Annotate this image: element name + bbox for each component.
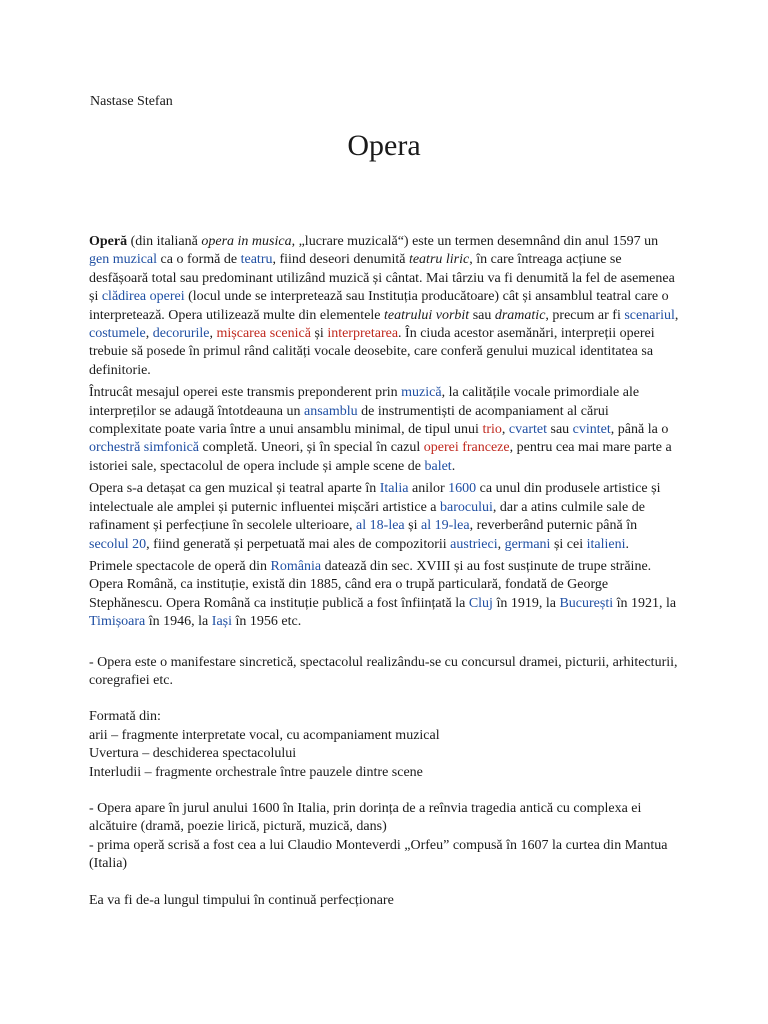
text: sau bbox=[547, 422, 573, 438]
note-perfectionare: Ea va fi de-a lungul timpului în continuă perfecționare bbox=[89, 892, 394, 908]
link-teatru[interactable]: teatru bbox=[240, 252, 273, 268]
text: , până la o bbox=[610, 422, 669, 438]
paragraph-definition bbox=[89, 233, 679, 380]
text: , reverberând puternic până în bbox=[469, 518, 638, 534]
link-costumele[interactable]: costumele bbox=[89, 326, 146, 342]
link-cvartet[interactable]: cvartet bbox=[508, 422, 547, 438]
text: , bbox=[209, 326, 217, 342]
text: , pentru cea mai mare parte a istoriei sale, spectacolul de opera include și ample scene de bbox=[89, 440, 672, 474]
link-balet[interactable]: balet bbox=[424, 458, 452, 474]
link-decorurile[interactable]: decorurile bbox=[152, 326, 210, 342]
text: ca o formă de bbox=[157, 252, 241, 268]
text: în 1956 etc. bbox=[232, 614, 302, 630]
text: în 1921, la bbox=[613, 595, 677, 611]
link-miscarea-scenica[interactable]: mișcarea scenică bbox=[216, 326, 311, 342]
note-formata-din: Formată din: bbox=[89, 709, 161, 725]
link-italia[interactable]: Italia bbox=[379, 481, 409, 497]
text: și cei bbox=[550, 536, 587, 552]
link-secolul-18[interactable]: al 18-lea bbox=[356, 518, 405, 534]
link-trio[interactable]: trio bbox=[482, 422, 502, 438]
link-cluj[interactable]: Cluj bbox=[468, 595, 493, 611]
link-muzica[interactable]: muzică bbox=[401, 385, 442, 401]
text: și bbox=[310, 326, 328, 342]
link-orchestra-simfonica[interactable]: orchestră simfonică bbox=[89, 440, 200, 456]
link-gen-muzical[interactable]: gen muzical bbox=[89, 252, 158, 268]
link-iasi[interactable]: Iași bbox=[211, 614, 232, 630]
text: , bbox=[501, 422, 509, 438]
text: , bbox=[674, 307, 679, 323]
blank-line bbox=[89, 690, 679, 708]
note-sincretica: - Opera este o manifestare sincretică, spectacolul realizându-se cu concursul dramei, picturii, arhitecturii, coregrafiei etc. bbox=[89, 654, 678, 688]
author-name: Nastase Stefan bbox=[90, 94, 173, 109]
text-italic: opera in musica bbox=[201, 234, 292, 249]
document-body bbox=[89, 233, 679, 910]
text-italic: teatrului vorbit bbox=[384, 307, 470, 323]
link-cvintet[interactable]: cvintet bbox=[572, 422, 611, 438]
text: , la calitățile vocale primordiale ale interpreților se adaugă întotdeauna un bbox=[89, 385, 640, 419]
text: datează din sec. XVIII și au fost susținute de trupe străine. Opera Română, ca instituție, există din 1885, când era o trupă particulară, fondată de George Stephănescu. Opera Română ca instituție publică a fost înființată la bbox=[89, 558, 652, 611]
text: în 1919, la bbox=[492, 595, 560, 611]
link-secolul-19[interactable]: al 19-lea bbox=[420, 518, 470, 534]
text: . bbox=[451, 458, 456, 474]
text: de instrumentiști de acompaniament al cărui complexitate poate varia între a unui ansamblu minimal, de tipul unui bbox=[89, 403, 609, 438]
text: și bbox=[404, 518, 421, 534]
link-bucuresti[interactable]: București bbox=[559, 595, 614, 611]
text: , fiind deseori denumită bbox=[272, 252, 409, 268]
page-title: Opera bbox=[347, 129, 421, 162]
link-interpretarea[interactable]: interpretarea bbox=[327, 326, 399, 342]
link-secolul-20[interactable]: secolul 20 bbox=[89, 536, 147, 552]
note-interludii: Interludii – fragmente orchestrale între pauzele dintre scene bbox=[89, 764, 423, 780]
text: , bbox=[497, 536, 505, 552]
text: , bbox=[145, 326, 153, 342]
link-scenariul[interactable]: scenariul bbox=[624, 307, 675, 323]
text: Opera s-a detașat ca gen muzical și teatral aparte în bbox=[89, 481, 380, 497]
text: Primele spectacole de operă din bbox=[89, 558, 271, 574]
text: . bbox=[625, 536, 629, 552]
link-operei-franceze[interactable]: operei franceze bbox=[423, 440, 510, 456]
link-germani[interactable]: germani bbox=[504, 536, 551, 552]
text: . În ciuda acestor asemănări, interpreții operei trebuie să posede în primul rând calități vocale deosebite, care conferă genului muzical identitatea sa definitorie. bbox=[89, 326, 655, 378]
note-uvertura: Uvertura – deschiderea spectacolului bbox=[89, 746, 297, 762]
link-barocului[interactable]: barocului bbox=[440, 499, 493, 515]
text-italic: dramatic bbox=[494, 307, 546, 323]
note-prima-opera: - prima operă scrisă a fost cea a lui Claudio Monteverdi „Orfeu” compusă în 1607 la curtea din Mantua (Italia) bbox=[89, 837, 668, 872]
text: Întrucât mesajul operei este transmis preponderent prin bbox=[89, 385, 402, 401]
blank-line bbox=[89, 782, 679, 800]
text: în 1946, la bbox=[145, 614, 212, 630]
text: , „lucrare muzicală“) este un termen desemnând din anul 1597 un bbox=[291, 234, 659, 249]
paragraph-history bbox=[89, 480, 679, 554]
text: (locul unde se interpretează sau Instituția producătoare) cât și ansamblul teatral care o interpretează. Opera utilizează multe din elementele bbox=[89, 289, 669, 323]
link-ansamblu[interactable]: ansamblu bbox=[303, 403, 358, 419]
note-arii: arii – fragmente interpretate vocal, cu acompaniament muzical bbox=[89, 727, 440, 743]
link-romania[interactable]: România bbox=[270, 558, 322, 574]
text: anilor bbox=[408, 481, 449, 497]
link-cladirea-operei[interactable]: clădirea operei bbox=[101, 289, 185, 305]
link-austrieci[interactable]: austrieci bbox=[450, 536, 498, 552]
paragraph-music bbox=[89, 384, 679, 476]
text: , dar a atins culmile sale de rafinament și perfecțiune în secolele ulterioare, bbox=[89, 499, 645, 534]
text: completă. Uneori, și în special în cazul bbox=[199, 440, 424, 456]
blank-line bbox=[89, 636, 679, 654]
paragraph-romania bbox=[89, 558, 679, 632]
text-italic: teatru liric bbox=[408, 252, 470, 268]
text: , în care întreaga acțiune se desfășoară total sau predominant utilizând muzică și cântat. Mai târziu va fi denumită la fel de asemenea și bbox=[89, 252, 675, 305]
text: (din italiană bbox=[127, 234, 202, 249]
text: , fiind generată și perpetuată mai ales de compozitorii bbox=[146, 536, 451, 552]
text: ca unul din produsele artistice și intelectuale ale amplei și puternic influentei mișcări artistice a bbox=[89, 481, 661, 515]
blank-line bbox=[89, 874, 679, 892]
term-opera: Operă bbox=[89, 234, 128, 249]
link-1600[interactable]: 1600 bbox=[448, 481, 477, 497]
text: sau bbox=[469, 307, 495, 323]
link-timisoara[interactable]: Timișoara bbox=[89, 614, 146, 630]
text: , precum ar fi bbox=[545, 307, 625, 323]
note-aparitie: - Opera apare în jurul anului 1600 în Italia, prin dorința de a reînvia tragedia antică cu complexa ei alcătuire (dramă, poezie lirică, pictură, muzică, dans) bbox=[89, 800, 642, 835]
link-italieni[interactable]: italieni bbox=[586, 536, 626, 552]
